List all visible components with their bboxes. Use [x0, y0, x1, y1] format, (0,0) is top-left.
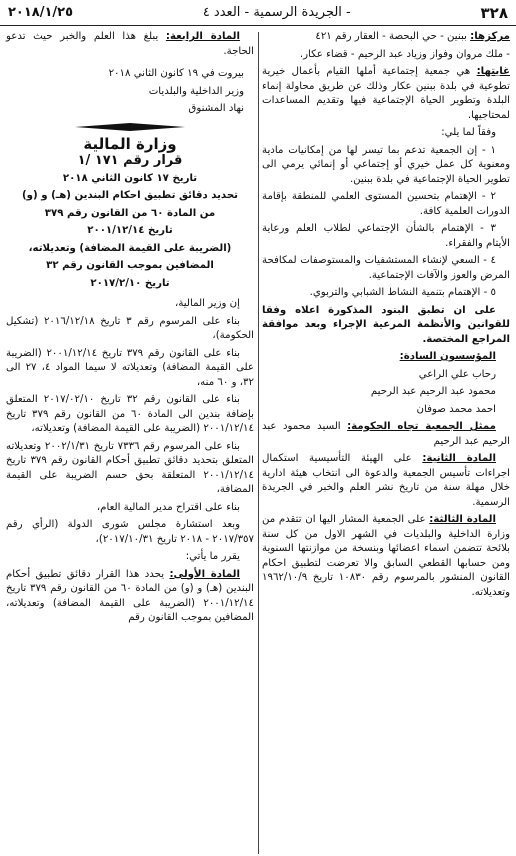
bold-note: على ان تطبق البنود المذكورة اعلاه وفقا للقوانين والأنظمة المرعية الإجراء وبعد موافقة المراجع المختصة.: [262, 304, 510, 345]
page-header: [0, 0, 516, 26]
minister-intro: إن وزير المالية،: [175, 298, 240, 309]
article-2: [262, 452, 510, 510]
owner-line: - ملك مروان وفواز وزياد عبد الرحيم - قضاء عكار.: [299, 48, 510, 60]
center-paragraph: [262, 30, 510, 45]
diamond-rule-icon: [75, 123, 185, 131]
goal-label: غايتها:: [476, 66, 510, 77]
founder-name: احمد محمد صوفان: [416, 403, 496, 415]
list-item: ٥ - الإهتمام بتنمية النشاط الشبابي والتربوي.: [309, 287, 496, 298]
issue-date: ٢٠١٨/١/٢٥: [8, 5, 74, 20]
recital: بناء على اقتراح مدير المالية العام،: [96, 501, 240, 513]
decides: يقرر ما يأتي:: [185, 551, 240, 562]
list-item: ١ - إن الجمعية تدعم بما تيسر لها من إمكانيات مادية ومعنوية كل عمل خيري أو إجتماعي أو إنمائي يرمي الى تطوير الحياة الإجتماعية في بلدة ببنين.: [262, 144, 510, 185]
recital: بناء على المرسوم رقم ٣ تاريخ ٢٠١٦/١٢/١٨ (تشكيل الحكومة)،: [6, 315, 254, 341]
center-text: ببنين - حي البحصة - العقار رقم ٤٢١: [315, 31, 467, 42]
gazette-title: الجريدة الرسمية - العدد ٤ -: [202, 5, 351, 20]
recital: وبعد استشارة مجلس شورى الدولة (الرأي رقم ٢٠١٧/٣٥٧ - ٢٠١٨ تاريخ ٢٠١٧/١٠/٣١)،: [6, 519, 254, 545]
recital: بناء على القانون رقم ٣٢ تاريخ ٢٠١٧/٠٢/١٠ المتعلق بإضافة بندين الى المادة ٦٠ من القانون رقم ٣٧٩ تاريخ ٢٠٠١/١٢/١٤ (الضريبة على القيمة المضافة) وتعديلاته،: [6, 394, 254, 434]
subject-line: تاريخ ٢٠١٧/٢/١٠: [90, 277, 170, 289]
minister-title: وزير الداخلية والبلديات: [148, 85, 244, 97]
article-1: [6, 568, 254, 626]
article-2-text: على الهيئة التأسيسية استكمال اجراءات تأسيس الجمعية والدعوة الى انتخاب هيئة ادارية خلال مهلة سنة من تاريخ نشر العلم والخبر في الجريدة الرسمية.: [262, 453, 510, 508]
place-date: بيروت في ١٩ كانون الثاني ٢٠١٨: [108, 68, 244, 79]
article-4-text: يبلغ هذا العلم والخبر حيث تدعو الحاجة.: [6, 31, 254, 57]
subject-line: تاريخ ٢٠٠١/١٢/١٤: [87, 225, 173, 236]
article-1-text: يحدد هذا القرار دقائق تطبيق أحكام البندين (هـ) و (و) من المادة ٦٠ من القانون رقم ٣٧٩ تاريخ ٢٠٠١/١٢/١٤ (الضريبة على القيمة المضافة) وتعديلاته، المضافين بموجب القانون رقم: [6, 568, 254, 623]
representative-name: السيد محمود عبد الرحيم عبد الرحيم: [262, 421, 510, 447]
goal-text: هي جمعية إجتماعية أملها القيام بأعمال خيرية تطوعية في بلدة ببنين عكار وذلك عن طريق محاولة إنماء البلدة وتطوير الحياة الإجتماعية فيها وتقديم المساعدات لمحتاجيها.: [262, 66, 510, 121]
founders-label: المؤسسون السادة:: [399, 351, 496, 362]
list-item: ٣ - الإهتمام بالشأن الإجتماعي لطلاب العلم ورعاية الأيتام والفقراء.: [262, 223, 510, 249]
as-follows: وفقاً لما يلي:: [441, 127, 496, 138]
subject-line: من المادة ٦٠ من القانون رقم ٣٧٩: [44, 207, 216, 219]
minister-name: نهاد المشنوق: [188, 103, 244, 114]
list-item: ٤ - السعي لإنشاء المستشفيات والمستوصفات لمكافحة المرض والعوز والآفات الإجتماعية.: [262, 255, 510, 281]
article-2-label: المادة الثانية:: [422, 453, 496, 464]
recital: بناء على المرسوم رقم ٧٣٣٦ تاريخ ٢٠٠٢/١/٣١ وتعديلاته المتعلق بتحديد دقائق تطبيق أحكام القانون رقم ٣٧٩ تاريخ ٢٠٠١/١٢/١٤ المتعلقة بحق حسم الضريبة على القيمة المضافة،: [6, 440, 254, 495]
subject-line: (الضريبة على القيمة المضافة) وتعديلاته،: [28, 242, 232, 254]
article-1-label: المادة الأولى:: [169, 568, 240, 580]
left-column: [6, 30, 254, 629]
article-4: [6, 30, 254, 59]
page-number: ٣٢٨: [480, 3, 508, 22]
article-4-label: المادة الرابعة:: [165, 31, 240, 42]
representative-paragraph: [262, 420, 510, 449]
representative-label: ممثل الجمعية تجاه الحكومة:: [347, 421, 496, 432]
article-3: [262, 513, 510, 600]
subject-line: المضافين بموجب القانون رقم ٣٢: [46, 260, 214, 271]
center-label: مركزها:: [470, 31, 510, 42]
article-3-label: المادة الثالثة:: [429, 514, 496, 525]
column-divider: [258, 32, 259, 854]
ministry-title: وزارة المالية: [83, 134, 177, 153]
subject-line: تحديد دقائق تطبيق احكام البندين (هـ) و (و): [22, 190, 238, 201]
right-column: [262, 30, 510, 603]
article-3-text: على الجمعية المشار اليها ان تتقدم من وزارة الداخلية والبلديات في الشهر الاول من كل سنة بلائحة تتضمن اسماء اعضائها وبنسخة من موازنتها السنوية ومن حسابها القطعي السابق والا تعرضت لتطبيق احكام القانون المنشور بالمرسوم رقم ١٠٨٣٠ تاريخ ١٩٦٢/١٠/٩ وتعديلاته.: [262, 514, 511, 598]
goal-paragraph: [262, 65, 510, 123]
decision-number: قرار رقم ١٧١ /١: [77, 153, 183, 168]
founder-name: رحاب علي الراعي: [418, 368, 496, 380]
recital: بناء على القانون رقم ٣٧٩ تاريخ ٢٠٠١/١٢/١٤ (الضريبة على القيمة المضافة) وتعديلاته لا سيما المواد ٤، ٢٧ الى ٣٢، و ٦٠ منه،: [6, 347, 254, 388]
separator-ornament: [6, 123, 254, 131]
founder-name: محمود عبد الرحيم عبد الرحيم: [370, 386, 496, 397]
list-item: ٢ - الإهتمام بتحسين المستوى العلمي للمنطقة بإقامة الدورات العلمية كافة.: [262, 191, 510, 217]
decision-date: تاريخ ١٧ كانون الثاني ٢٠١٨: [62, 172, 198, 184]
